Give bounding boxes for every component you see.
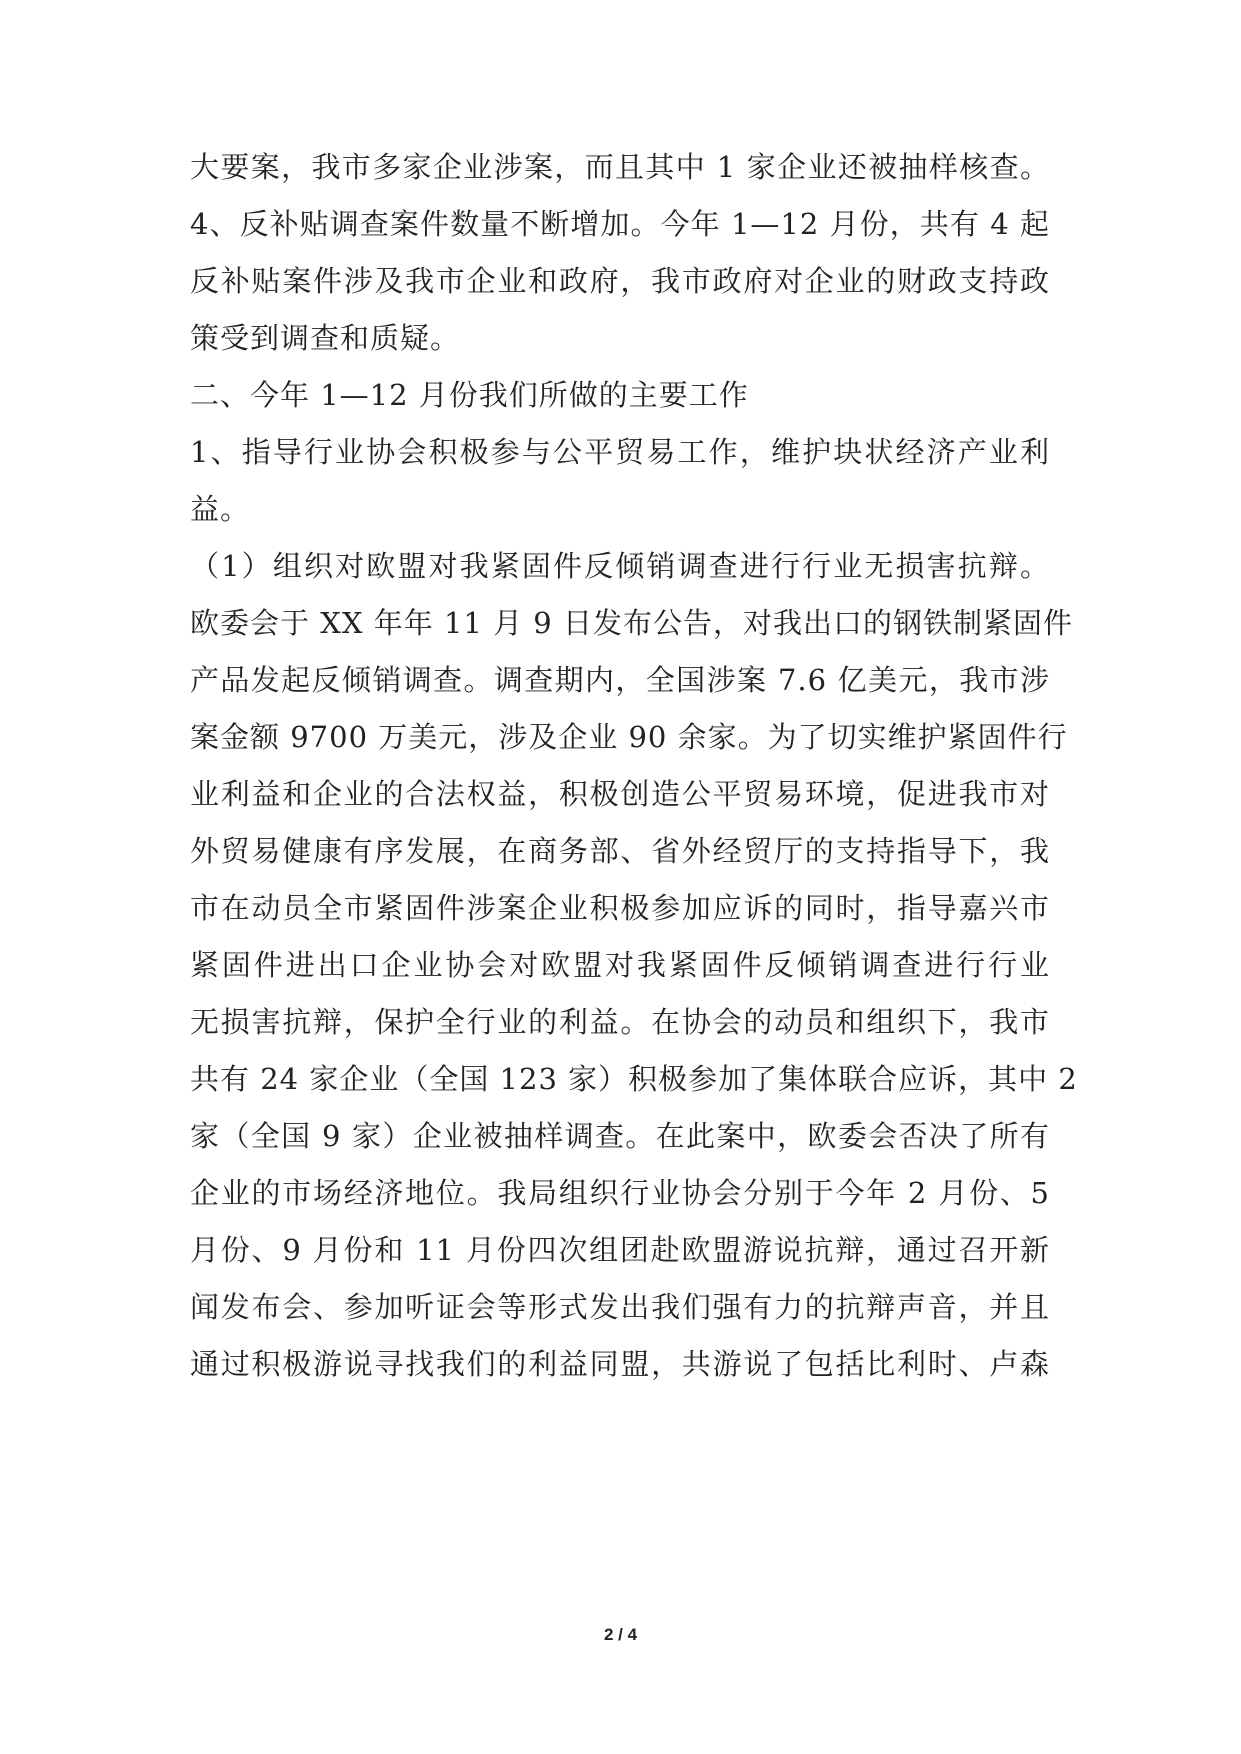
text-line: （1）组织对欧盟对我紧固件反倾销调查进行行业无损害抗辩。 — [190, 549, 1050, 583]
text-line: 案金额 9700 万美元，涉及企业 90 余家。为了切实维护紧固件行 — [190, 720, 1068, 754]
text-line: 益。 — [190, 492, 251, 526]
text-line: 反补贴案件涉及我市企业和政府，我市政府对企业的财政支持政 — [190, 264, 1050, 298]
text-line: 策受到调查和质疑。 — [190, 321, 461, 355]
text-line: 大要案，我市多家企业涉案，而且其中 1 家企业还被抽样核查。 — [190, 150, 1050, 184]
text-line: 紧固件进出口企业协会对欧盟对我紧固件反倾销调查进行行业 — [190, 948, 1050, 982]
text-line: 1、指导行业协会积极参与公平贸易工作，维护块状经济产业利 — [190, 435, 1050, 469]
text-line: 家（全国 9 家）企业被抽样调查。在此案中，欧委会否决了所有 — [190, 1119, 1050, 1153]
page-number: 2 / 4 — [603, 1625, 638, 1644]
text-line: 4、反补贴调查案件数量不断增加。今年 1—12 月份，共有 4 起 — [190, 207, 1050, 241]
text-line: 通过积极游说寻找我们的利益同盟，共游说了包括比利时、卢森 — [190, 1347, 1050, 1381]
text-line: 市在动员全市紧固件涉案企业积极参加应诉的同时，指导嘉兴市 — [190, 891, 1050, 925]
text-line: 无损害抗辩，保护全行业的利益。在协会的动员和组织下，我市 — [190, 1005, 1050, 1039]
text-line: 月份、9 月份和 11 月份四次组团赴欧盟游说抗辩，通过召开新 — [190, 1233, 1050, 1267]
text-line: 闻发布会、参加听证会等形式发出我们强有力的抗辩声音，并且 — [190, 1290, 1050, 1324]
section-heading: 二、今年 1—12 月份我们所做的主要工作 — [190, 378, 749, 412]
text-line: 欧委会于 XX 年年 11 月 9 日发布公告，对我出口的钢铁制紧固件 — [190, 606, 1073, 640]
text-line: 共有 24 家企业（全国 123 家）积极参加了集体联合应诉，其中 2 — [190, 1062, 1078, 1096]
text-line: 外贸易健康有序发展，在商务部、省外经贸厅的支持指导下，我 — [190, 834, 1050, 868]
text-line: 业利益和企业的合法权益，积极创造公平贸易环境，促进我市对 — [190, 777, 1050, 811]
text-line: 产品发起反倾销调查。调查期内，全国涉案 7.6 亿美元，我市涉 — [190, 663, 1050, 697]
text-line: 企业的市场经济地位。我局组织行业协会分别于今年 2 月份、5 — [190, 1176, 1050, 1210]
